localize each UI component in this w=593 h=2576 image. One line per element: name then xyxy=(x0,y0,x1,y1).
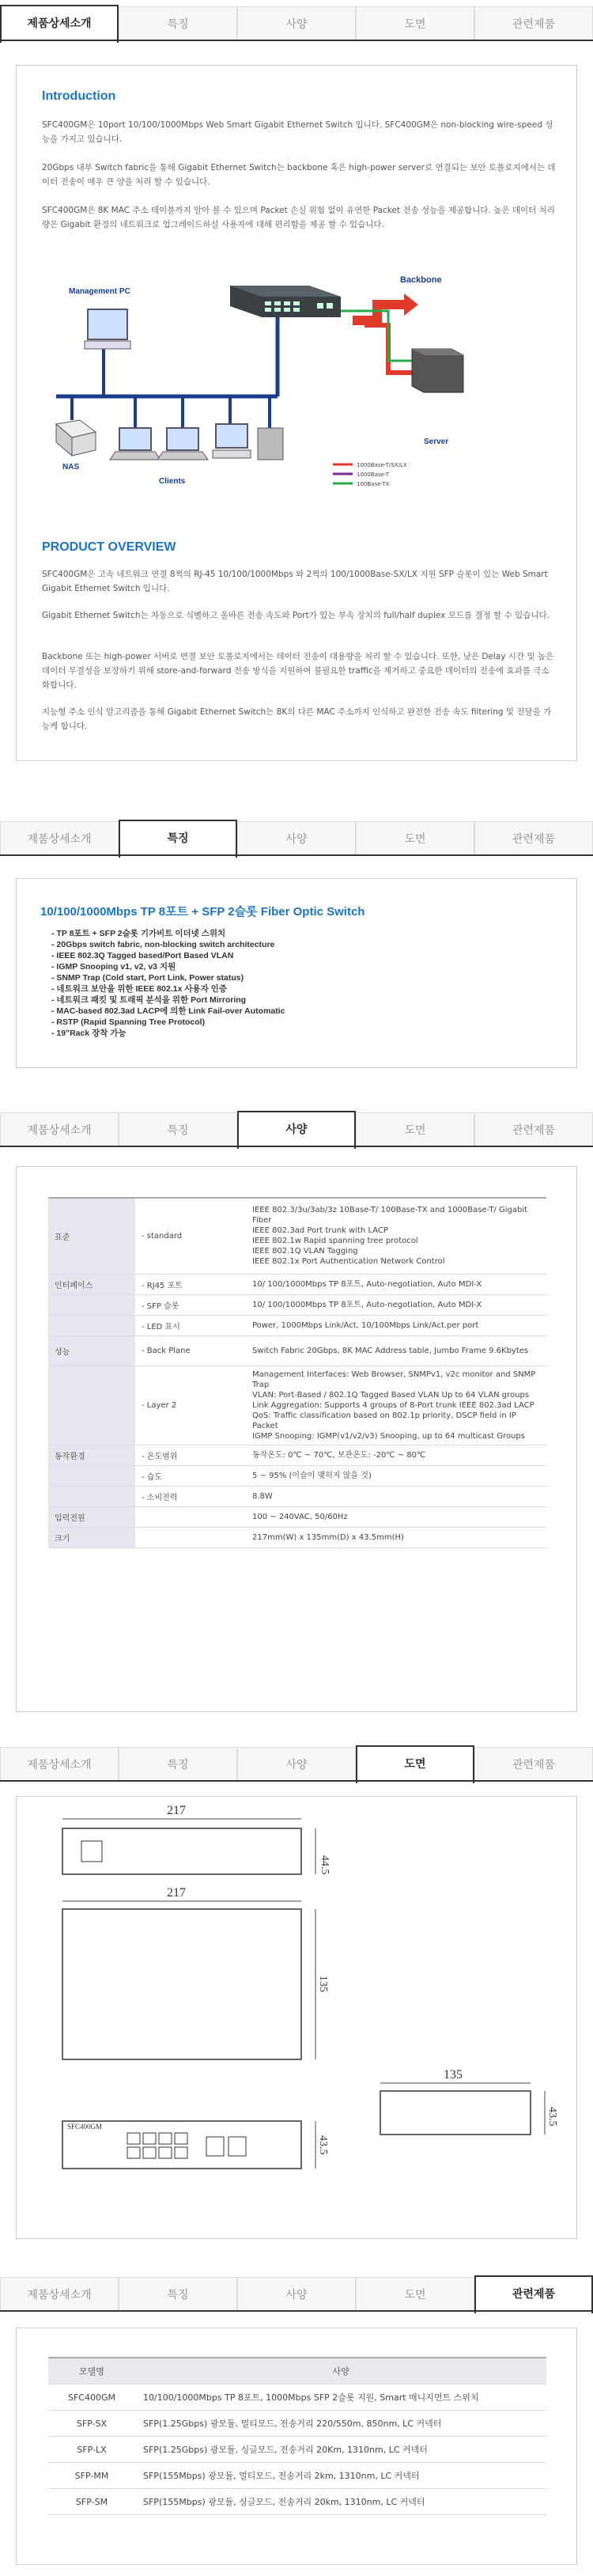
spec-subcategory: - 온도범위 xyxy=(135,1445,246,1465)
network-diagram xyxy=(40,262,499,507)
specs-table xyxy=(48,1197,546,1548)
related-products-table xyxy=(48,2357,546,2515)
dim-depth-3: 135 xyxy=(444,2068,463,2082)
spec-category: 크기 xyxy=(48,1527,135,1547)
spec-category: 인터페이스 xyxy=(48,1274,135,1294)
tab-related[interactable]: 관련제품 xyxy=(474,1112,593,1147)
tab-specs[interactable]: 사양 xyxy=(237,1747,356,1782)
overview-paragraph-1: SFC400GM은 고속 네트워크 연결 8쩍의 RJ-45 10/100/1000Mbps 와 2쩍의 100/1000Base-SX/LX 지원 SFP 슬롯이 있는 Web Smart Gigabit Ethernet Switch 입니다. xyxy=(42,570,548,593)
product-spec: SFP(155Mbps) 광모듈, 멀티모드, 전송거리 2km, 1310nm, LC 커넥터 xyxy=(135,2463,546,2489)
feature-item: - 20Gbps switch fabric, non-blocking switch architecture xyxy=(51,940,275,949)
spec-category: 동작환경 xyxy=(48,1445,135,1465)
spec-value: IEEE 802.3/3u/3ab/3z 10Base-T/ 100Base-TX and 1000Base-T/ Gigabit Fiber IEEE 802.3ad Port trunk with LACP IEEE 802.1w Rapid spanning tree protocol IEEE 802.1Q VLAN Tagging IEEE 802.1x Port Authentication Network Control xyxy=(246,1198,546,1274)
spec-subcategory: - Layer 2 xyxy=(135,1366,246,1445)
spec-value: 10/ 100/1000Mbps TP 8포트, Auto-negotiation, Auto MDI-X xyxy=(246,1274,546,1294)
dim-height-4: 43.5 xyxy=(317,2135,329,2155)
legend-item: 100Base-TX xyxy=(357,481,390,487)
overview-paragraph-2: Gigabit Ethernet Switch는 자동으로 식별하고 올바른 전송 속도와 Port가 있는 부속 장치의 full/half duplex 모드를 결정 할 수 있습니다. xyxy=(42,611,550,620)
spec-row xyxy=(48,1198,546,1274)
spec-category xyxy=(48,1366,135,1445)
product-row[interactable] xyxy=(48,2463,546,2489)
spec-category xyxy=(48,1315,135,1335)
tab-features[interactable]: 특징 xyxy=(119,820,237,858)
feature-item: - IEEE 802.3Q Tagged based/Port Based VLAN xyxy=(51,951,234,960)
product-model: SFP-MM xyxy=(48,2463,135,2489)
tab-bar-specs xyxy=(0,1106,593,1147)
tab-drawing[interactable]: 도면 xyxy=(356,6,474,41)
product-spec: SFP(155Mbps) 광모듈, 싱글모드, 전송거리 20km, 1310nm, LC 커넥터 xyxy=(135,2489,546,2515)
feature-item: - IGMP Snooping v1, v2, v3 지원 xyxy=(51,962,176,972)
tab-specs[interactable]: 사양 xyxy=(237,2277,356,2312)
spec-value: 8.8W xyxy=(246,1486,546,1506)
spec-row xyxy=(48,1445,546,1465)
feature-item: - MAC-based 802.3ad LACP에 의한 Link Fail-over Automatic xyxy=(51,1006,285,1016)
spec-row xyxy=(48,1274,546,1294)
client-pc-icon xyxy=(258,428,283,460)
spec-row xyxy=(48,1486,546,1506)
spec-row xyxy=(48,1294,546,1315)
product-spec: SFP(1.25Gbps) 광모듈, 멀티모드, 전송거리 220/550m, 850nm, LC 커넥터 xyxy=(135,2411,546,2437)
spec-row xyxy=(48,1465,546,1486)
feature-item: - TP 8포트 + SFP 2슬롯 기가비트 이더넷 스위치 xyxy=(51,929,226,938)
tab-features[interactable]: 특징 xyxy=(119,6,237,41)
spec-row xyxy=(48,1527,546,1547)
spec-subcategory: - RJ45 포트 xyxy=(135,1274,246,1294)
intro-paragraph-1: SFC400GM은 10port 10/100/1000Mbps Web Smart Gigabit Ethernet Switch 입니다. SFC400GM은 non-blocking wire-speed 성능을 가지고 있습니다. xyxy=(42,120,553,144)
tab-specs[interactable]: 사양 xyxy=(237,6,356,41)
intro-title: Introduction xyxy=(42,89,116,103)
product-model: SFP-LX xyxy=(48,2437,135,2463)
product-spec: 10/100/1000Mbps TP 8포트, 1000Mbps SFP 2슬롯 지원, Smart 매니지먼트 스위치 xyxy=(135,2385,546,2411)
backbone-label: Backbone xyxy=(400,275,442,285)
tab-related[interactable]: 관련제품 xyxy=(474,2275,593,2313)
product-model: SFP-SM xyxy=(48,2489,135,2515)
product-row[interactable] xyxy=(48,2411,546,2437)
spec-subcategory: - SFP 슬롯 xyxy=(135,1294,246,1315)
tab-related[interactable]: 관련제품 xyxy=(474,1747,593,1782)
spec-value: Power, 1000Mbps Link/Act, 10/100Mbps Link/Act.per port xyxy=(246,1315,546,1335)
legend-item: 1000Base-T/SX/LX xyxy=(357,462,407,468)
specs-panel xyxy=(16,1166,577,1712)
tab-features[interactable]: 특징 xyxy=(119,1747,237,1782)
spec-subcategory: - 습도 xyxy=(135,1465,246,1486)
tab-drawing[interactable]: 도면 xyxy=(356,821,474,856)
client-pc-icon xyxy=(213,424,251,458)
intro-panel xyxy=(16,65,577,761)
header-spec: 사양 xyxy=(135,2358,546,2385)
tab-drawing[interactable]: 도면 xyxy=(356,2277,474,2312)
tab-bar-drawing xyxy=(0,1741,593,1782)
spec-row xyxy=(48,1366,546,1445)
spec-subcategory xyxy=(135,1527,246,1547)
overview-paragraph-3: Backbone 또는 high-power 서버로 연결 보안 토폴로지에서는 데이터 전송이 대용량을 처리 할 수 있습니다. 또한, 낮은 Delay 시간 및 높은 데이터 무결성을 보장하기 위해 store-and-forward 전송 방식을 지원하여 불필요한 traffic을 제거하고 중요한 데이터의 전송에 효과를 극소화합니다. xyxy=(42,652,554,690)
feature-item: - 네트워크 패킷 및 트래픽 분석을 위한 Port Mirroring xyxy=(51,995,247,1005)
front-model-label: SFC400GM xyxy=(67,2123,103,2131)
spec-subcategory: - LED 표시 xyxy=(135,1315,246,1335)
tab-intro[interactable]: 제품상세소개 xyxy=(0,1747,119,1782)
header-model: 모델명 xyxy=(48,2358,135,2385)
spec-subcategory xyxy=(135,1506,246,1527)
tab-specs[interactable]: 사양 xyxy=(237,821,356,856)
side-view xyxy=(380,2091,531,2135)
top-view xyxy=(62,1909,301,2059)
feature-item: - 네트워크 보안을 위한 IEEE 802.1x 사용자 인증 xyxy=(51,984,227,994)
spec-category xyxy=(48,1465,135,1486)
intro-paragraph-2: 20Gbps 내부 Switch fabric을 통해 Gigabit Ethernet Switch는 backbone 혹은 high-power server로 연결되는 보안 토폴로지에서는 데이터 전송이 매우 큰 양을 처리 할 수 있습니다. xyxy=(42,163,556,187)
product-row[interactable] xyxy=(48,2489,546,2515)
tab-drawing[interactable]: 도면 xyxy=(356,1745,474,1783)
tab-related[interactable]: 관련제품 xyxy=(474,6,593,41)
related-panel xyxy=(16,2328,577,2565)
spec-subcategory: - Back Plane xyxy=(135,1335,246,1366)
management-pc-label: Management PC xyxy=(69,287,130,296)
overview-paragraph-4: 지능형 주소 인식 알고리즘을 통해 Gigabit Ethernet Switch는 8K의 다른 MAC 주소까지 인식하고 완전한 전송 속도 filtering 및 전달을 가능케 합니다. xyxy=(42,707,552,731)
spec-value: 동작온도: 0℃ ~ 70℃, 보관온도: -20℃ ~ 80℃ xyxy=(246,1445,546,1465)
dim-width-2: 217 xyxy=(167,1886,186,1900)
server-icon xyxy=(412,349,463,392)
dim-width-1: 217 xyxy=(167,1804,186,1817)
nas-label: NAS xyxy=(62,463,80,472)
product-model: SFC400GM xyxy=(48,2385,135,2411)
spec-subcategory: - 소비전력 xyxy=(135,1486,246,1506)
tab-related[interactable]: 관련제품 xyxy=(474,821,593,856)
spec-row xyxy=(48,1335,546,1366)
spec-subcategory: - standard xyxy=(135,1198,246,1274)
spec-value: 10/ 100/1000Mbps TP 8포트, Auto-negotiation, Auto MDI-X xyxy=(246,1294,546,1315)
tab-bar-related xyxy=(0,2271,593,2312)
server-label: Server xyxy=(424,438,449,446)
drawing-panel xyxy=(16,1796,577,2239)
features-panel xyxy=(16,878,577,1068)
spec-row xyxy=(48,1315,546,1335)
tab-intro[interactable]: 제품상세소개 xyxy=(0,821,119,856)
spec-value: 217mm(W) x 135mm(D) x 43.5mm(H) xyxy=(246,1527,546,1547)
product-spec: SFP(1.25Gbps) 광모듈, 싱글모드, 전송거리 20Km, 1310nm, LC 커넥터 xyxy=(135,2437,546,2463)
dim-depth-2: 135 xyxy=(317,1976,329,1992)
tab-features[interactable]: 특징 xyxy=(119,2277,237,2312)
product-row[interactable] xyxy=(48,2385,546,2411)
spec-category xyxy=(48,1294,135,1315)
spec-category: 표준 xyxy=(48,1198,135,1274)
spec-value: Switch Fabric 20Gbps, 8K MAC Address table, Jumbo Frame 9.6Kbytes xyxy=(246,1335,546,1366)
spec-category: 입력전원 xyxy=(48,1506,135,1527)
product-row[interactable] xyxy=(48,2437,546,2463)
spec-row xyxy=(48,1506,546,1527)
clients-label: Clients xyxy=(159,477,186,486)
feature-item: - RSTP (Rapid Spanning Tree Protocol) xyxy=(51,1017,206,1027)
spec-value: Management Interfaces: Web Browser, SNMPv1, v2c monitor and SNMP Trap VLAN: Port-Based / 802.1Q Tagged Based VLAN Up to 64 VLAN groups Link Aggregation: Supports 4 groups of 8-Port trunk IEEE 802.3ad LACP QoS: Traffic classification based on 802.1p priority, DSCP field in IP Packet IGMP Snooping: IGMP(v1/v2/v3) Snooping, up to 64 multicast Groups xyxy=(246,1366,546,1445)
feature-item: - SNMP Trap (Cold start, Port Link, Power status) xyxy=(51,973,244,983)
tab-specs[interactable]: 사양 xyxy=(237,1111,356,1149)
tab-intro[interactable]: 제품상세소개 xyxy=(0,5,119,43)
feature-list xyxy=(51,928,557,1039)
feature-item: - 19"Rack 장착 가능 xyxy=(51,1029,127,1038)
tab-intro[interactable]: 제품상세소개 xyxy=(0,2277,119,2312)
dim-height-1: 44.5 xyxy=(319,1855,330,1875)
intro-paragraph-3: SFC400GM은 8K MAC 주소 테이블까지 알아 볼 수 있으며 Packet 손실 위험 없이 유연한 Packet 전송 성능을 제공합니다. 높은 데이터 처리량은 Gigabit 환경의 네트워크로 업그레이드하실 사용자에 대해 편리함을 제공 할 수 있습니다. xyxy=(42,206,555,229)
legend-item: 1000Base-T xyxy=(357,472,390,478)
spec-value: 5 ~ 95% (이슬이 맺히지 않을 것) xyxy=(246,1465,546,1486)
tab-intro[interactable]: 제품상세소개 xyxy=(0,1112,119,1147)
tab-bar-features xyxy=(0,815,593,856)
dimension-drawing xyxy=(17,1797,578,2240)
tab-features[interactable]: 특징 xyxy=(119,1112,237,1147)
overview-title: PRODUCT OVERVIEW xyxy=(42,540,176,554)
dim-height-3: 43.5 xyxy=(546,2107,558,2127)
management-pc-icon xyxy=(85,309,130,349)
features-title: 10/100/1000Mbps TP 8포트 + SFP 2슬롯 Fiber Optic Switch xyxy=(40,905,365,919)
tab-bar-intro xyxy=(0,0,593,41)
spec-category xyxy=(48,1486,135,1506)
spec-category: 성능 xyxy=(48,1335,135,1366)
tab-drawing[interactable]: 도면 xyxy=(356,1112,474,1147)
product-model: SFP-SX xyxy=(48,2411,135,2437)
spec-value: 100 ~ 240VAC, 50/60Hz xyxy=(246,1506,546,1527)
power-socket-icon xyxy=(81,1841,102,1862)
